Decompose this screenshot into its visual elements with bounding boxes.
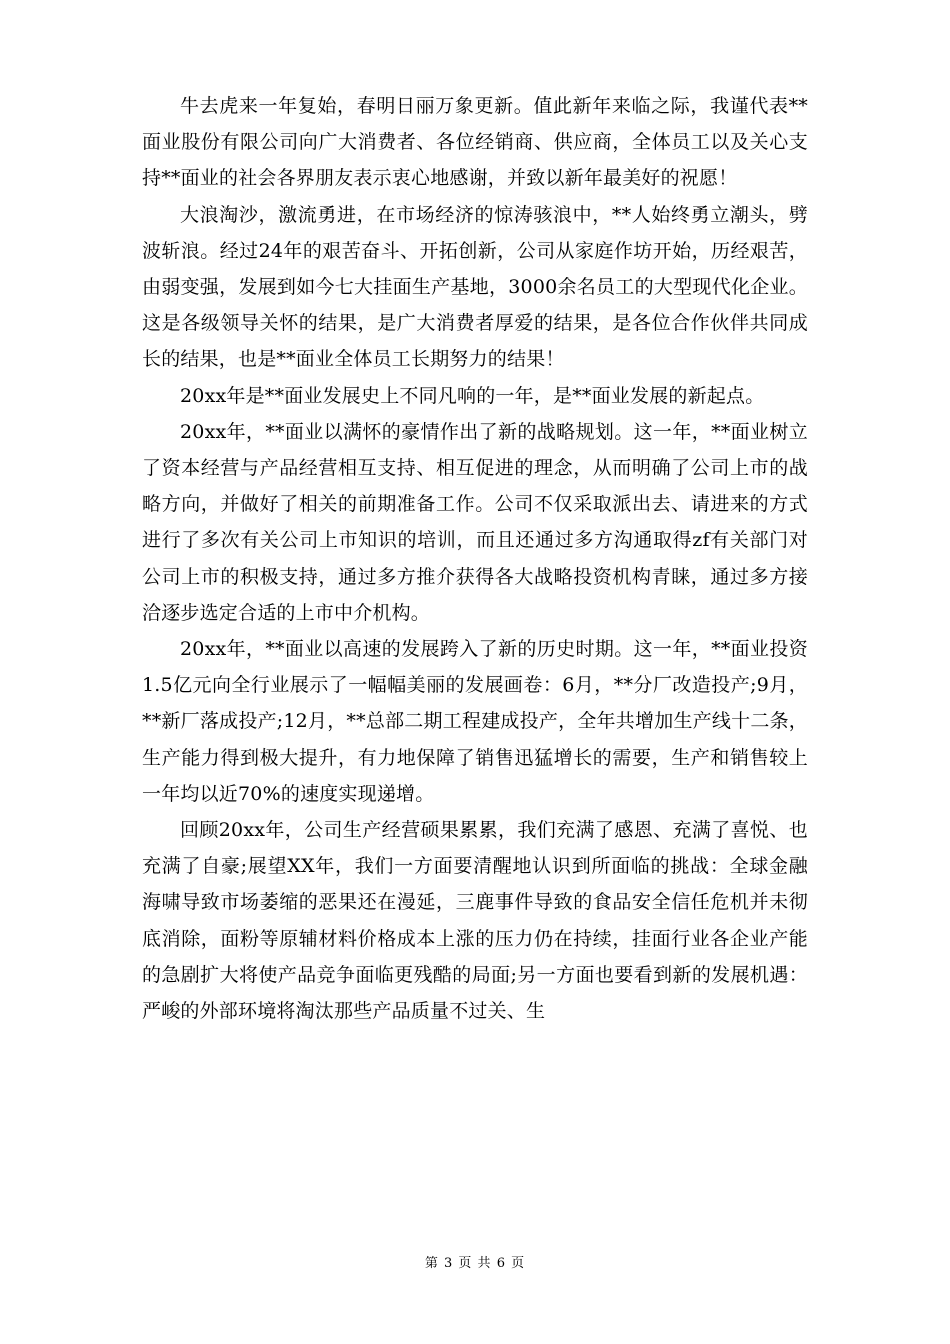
paragraph-strategic-plan: 20xx年，**面业以满怀的豪情作出了新的战略规划。这一年，**面业树立了资本经营与产品经营相互支持、相互促进的理念，从而明确了公司上市的战略方向，并做好了相关的前期准备工作。公司不仅采取派出去、请进来的方式进行了多次有关公司上市知识的培训，而且还通过多方沟通取得zf有关部门对公司上市的积极支持，通过多方推介获得各大战略投资机构青睐，通过多方接洽逐步选定合适的上市中介机构。 xyxy=(142,420,808,624)
paragraph-review-outlook: 回顾20xx年，公司生产经营硕果累累，我们充满了感恩、充满了喜悦、也充满了自豪;展望XX年，我们一方面要清醒地认识到所面临的挑战：全球金融海啸导致市场萎缩的恶果还在漫延，三鹿事件导致的食品安全信任危机并未彻底消除，面粉等原辅材料价格成本上涨的压力仍在持续，挂面行业各企业产能的急剧扩大将使产品竞争面临更残酷的局面;另一方面也要看到新的发展机遇：严峻的外部环境将淘汰那些产品质量不过关、生 xyxy=(142,819,808,1023)
paragraph-milestone-year: 20xx年是**面业发展史上不同凡响的一年，是**面业发展的新起点。 xyxy=(180,384,765,407)
paragraph-rapid-growth: 20xx年，**面业以高速的发展跨入了新的历史时期。这一年，**面业投资1.5亿元向全行业展示了一幅幅美丽的发展画卷：6月，**分厂改造投产;9月，**新厂落成投产;12月，**总部二期工程建成投产，全年共增加生产线十二条，生产能力得到极大提升，有力地保障了销售迅猛增长的需要，生产和销售较上一年均以近70%的速度实现递增。 xyxy=(142,638,808,805)
document-body xyxy=(142,88,808,1029)
paragraph-company-history: 大浪淘沙，激流勇进，在市场经济的惊涛骇浪中，**人始终勇立潮头，劈波斩浪。经过24年的艰苦奋斗、开拓创新，公司从家庭作坊开始，历经艰苦，由弱变强，发展到如今七大挂面生产基地，3000余名员工的大型现代化企业。这是各级领导关怀的结果，是广大消费者厚爱的结果，是各位合作伙伴共同成长的结果，也是**面业全体员工长期努力的结果！ xyxy=(142,203,808,371)
page-number-footer: 第 3 页 共 6 页 xyxy=(424,1256,526,1271)
paragraph-new-year-greeting: 牛去虎来一年复始，春明日丽万象更新。值此新年来临之际，我谨代表**面业股份有限公司向广大消费者、各位经销商、供应商，全体员工以及关心支持**面业的社会各界朋友表示衷心地感谢，并致以新年最美好的祝愿！ xyxy=(142,95,808,190)
